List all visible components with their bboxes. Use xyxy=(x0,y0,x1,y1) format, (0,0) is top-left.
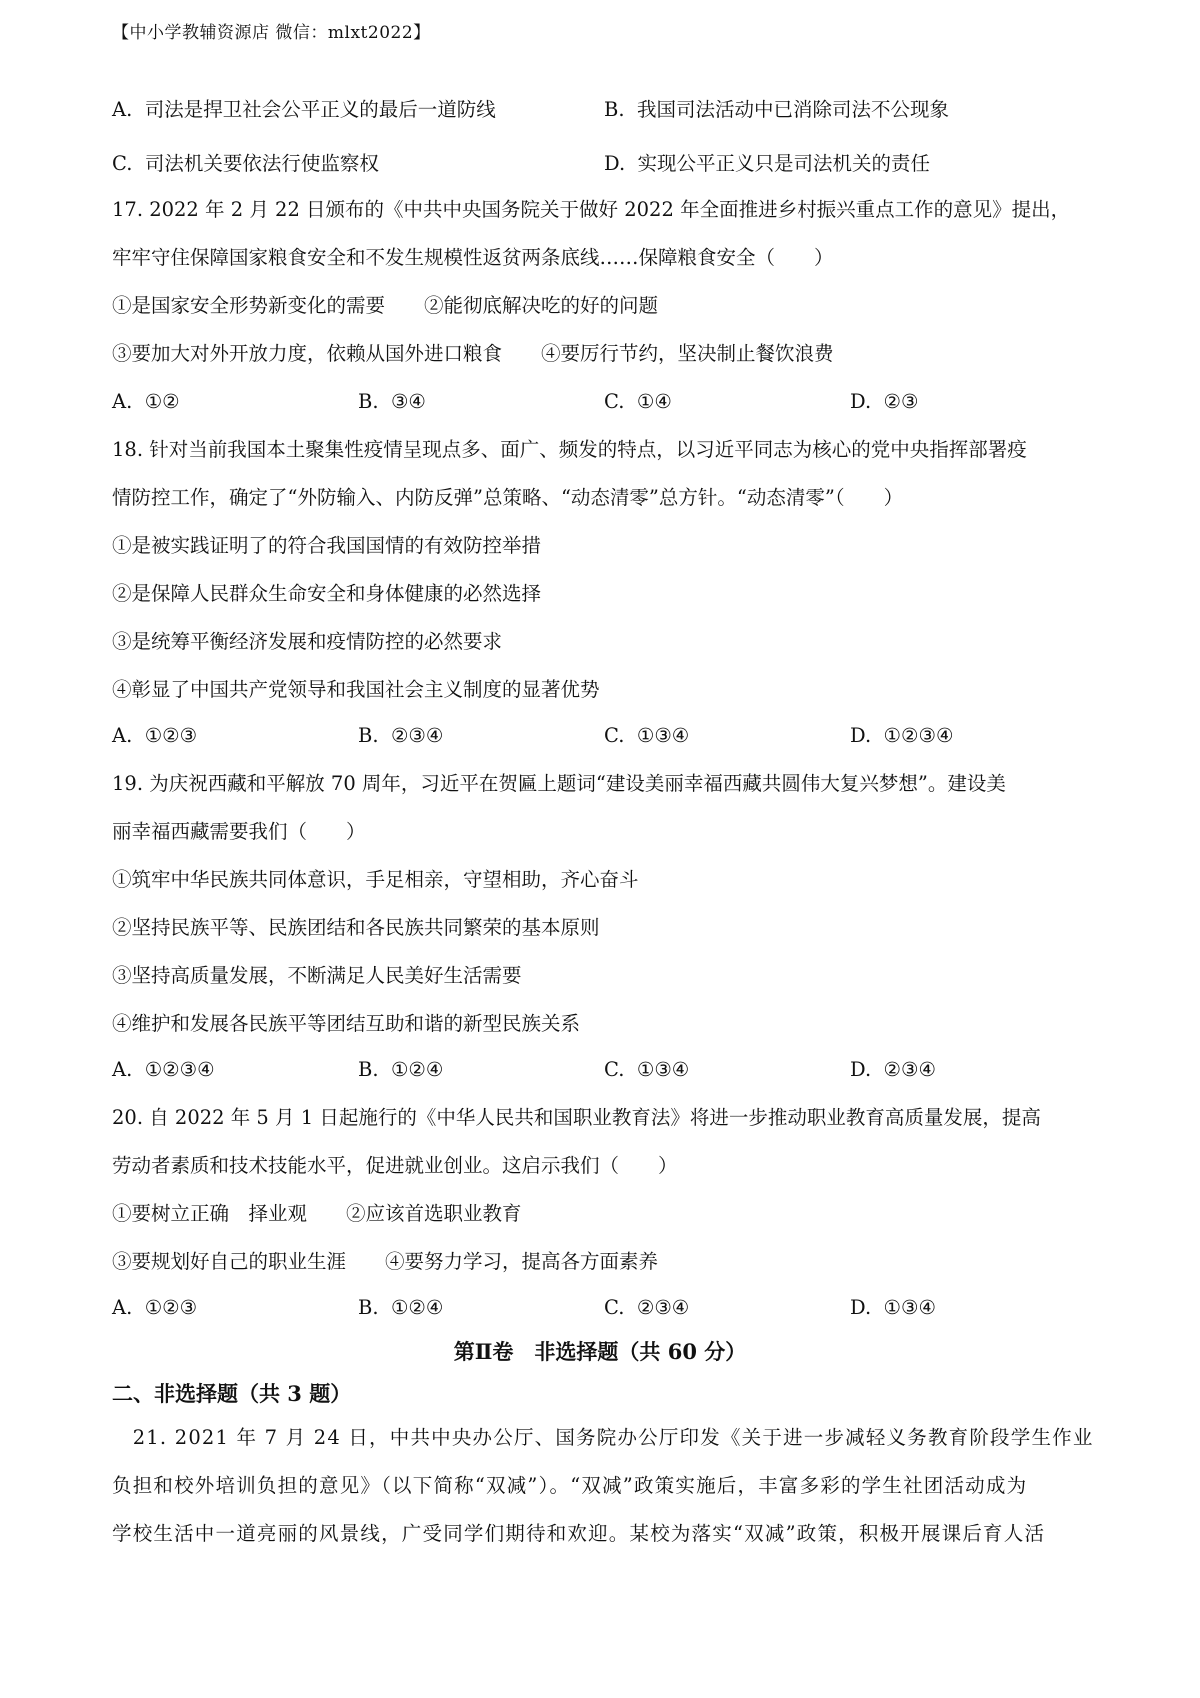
header-note: 【中小学教辅资源店 微信：mlxt2022】 xyxy=(112,23,431,43)
q16-option-d: D. 实现公平正义只是司法机关的责任 xyxy=(604,152,931,175)
q19-statement-3: ③坚持高质量发展，不断满足人民美好生活需要 xyxy=(112,964,522,987)
q19-option-b: B. ①②④ xyxy=(358,1058,444,1081)
q21-line-2: 负担和校外培训负担的意见》（以下简称“双减”）。“双减”政策实施后，丰富多彩的学生社团活动成为 xyxy=(112,1474,1028,1497)
q20-statement-2: ③要规划好自己的职业生涯 ④要努力学习，提高各方面素养 xyxy=(112,1250,659,1273)
q19-option-a: A. ①②③④ xyxy=(112,1058,215,1081)
q19-statement-1: ①筑牢中华民族共同体意识，手足相亲，守望相助，齐心奋斗 xyxy=(112,868,639,891)
q16-option-a: A. 司法是捍卫社会公平正义的最后一道防线 xyxy=(112,98,496,121)
q19-options-row xyxy=(0,1058,1200,1086)
q21-line-1: 21. 2021 年 7 月 24 日，中共中央办公厅、国务院办公厅印发《关于进一步减轻义务教育阶段学生作业 xyxy=(112,1426,1094,1449)
q16-options-row-2 xyxy=(0,148,1200,176)
q18-option-d: D. ①②③④ xyxy=(850,724,954,747)
q16-options-row-1 xyxy=(0,94,1200,122)
q18-option-c: C. ①③④ xyxy=(604,724,690,747)
q17-statement-1: ①是国家安全形势新变化的需要 ②能彻底解决吃的好的问题 xyxy=(112,294,659,317)
q17-stem-line-1: 17. 2022 年 2 月 22 日颁布的《中共中央国务院关于做好 2022 年全面推进乡村振兴重点工作的意见》提出， xyxy=(112,198,1071,221)
q20-option-c: C. ②③④ xyxy=(604,1296,690,1319)
q19-option-c: C. ①③④ xyxy=(604,1058,690,1081)
q18-option-b: B. ②③④ xyxy=(358,724,444,747)
q21-line-3: 学校生活中一道亮丽的风景线，广受同学们期待和欢迎。某校为落实“双减”政策，积极开展课后育人活 xyxy=(112,1522,1046,1545)
q20-option-b: B. ①②④ xyxy=(358,1296,444,1319)
q20-statement-1: ①要树立正确 择业观 ②应该首选职业教育 xyxy=(112,1202,522,1225)
q18-statement-3: ③是统筹平衡经济发展和疫情防控的必然要求 xyxy=(112,630,503,653)
q20-option-a: A. ①②③ xyxy=(112,1296,198,1319)
q19-statement-2: ②坚持民族平等、民族团结和各民族共同繁荣的基本原则 xyxy=(112,916,600,939)
q18-option-a: A. ①②③ xyxy=(112,724,198,747)
q17-options-row xyxy=(0,390,1200,418)
q19-stem-line-2: 丽幸福西藏需要我们（ ） xyxy=(112,820,366,843)
q18-options-row xyxy=(0,724,1200,752)
q18-statement-4: ④彰显了中国共产党领导和我国社会主义制度的显著优势 xyxy=(112,678,600,701)
q19-statement-4: ④维护和发展各民族平等团结互助和谐的新型民族关系 xyxy=(112,1012,581,1035)
q20-options-row xyxy=(0,1296,1200,1324)
q17-option-b: B. ③④ xyxy=(358,390,426,413)
q18-stem-line-2: 情防控工作，确定了“外防输入、内防反弹”总策略、“动态清零”总方针。“动态清零”（ ） xyxy=(112,486,904,509)
q17-statement-2: ③要加大对外开放力度，依赖从国外进口粮食 ④要厉行节约，坚决制止餐饮浪费 xyxy=(112,342,834,365)
q18-stem-line-1: 18. 针对当前我国本土聚集性疫情呈现点多、面广、频发的特点，以习近平同志为核心的党中央指挥部署疫 xyxy=(112,438,1027,461)
q20-option-d: D. ①③④ xyxy=(850,1296,936,1319)
q20-stem-line-1: 20. 自 2022 年 5 月 1 日起施行的《中华人民共和国职业教育法》将进一步推动职业教育高质量发展，提高 xyxy=(112,1106,1041,1129)
q18-statement-1: ①是被实践证明了的符合我国国情的有效防控举措 xyxy=(112,534,542,557)
q17-option-c: C. ①④ xyxy=(604,390,672,413)
q17-option-d: D. ②③ xyxy=(850,390,919,413)
q16-option-c: C. 司法机关要依法行使监察权 xyxy=(112,152,379,175)
part2-subtitle: 二、非选择题（共 3 题） xyxy=(112,1381,352,1406)
q19-stem-line-1: 19. 为庆祝西藏和平解放 70 周年，习近平在贺匾上题词“建设美丽幸福西藏共圆伟大复兴梦想”。建设美 xyxy=(112,772,1006,795)
part2-title: 第Ⅱ卷 非选择题（共 60 分） xyxy=(453,1339,747,1364)
q17-option-a: A. ①② xyxy=(112,390,180,413)
q18-statement-2: ②是保障人民群众生命安全和身体健康的必然选择 xyxy=(112,582,542,605)
q20-stem-line-2: 劳动者素质和技术技能水平，促进就业创业。这启示我们（ ） xyxy=(112,1154,678,1177)
q19-option-d: D. ②③④ xyxy=(850,1058,936,1081)
q17-stem-line-2: 牢牢守住保障国家粮食安全和不发生规模性返贫两条底线……保障粮食安全（ ） xyxy=(112,246,834,269)
q16-option-b: B. 我国司法活动中已消除司法不公现象 xyxy=(604,98,949,121)
